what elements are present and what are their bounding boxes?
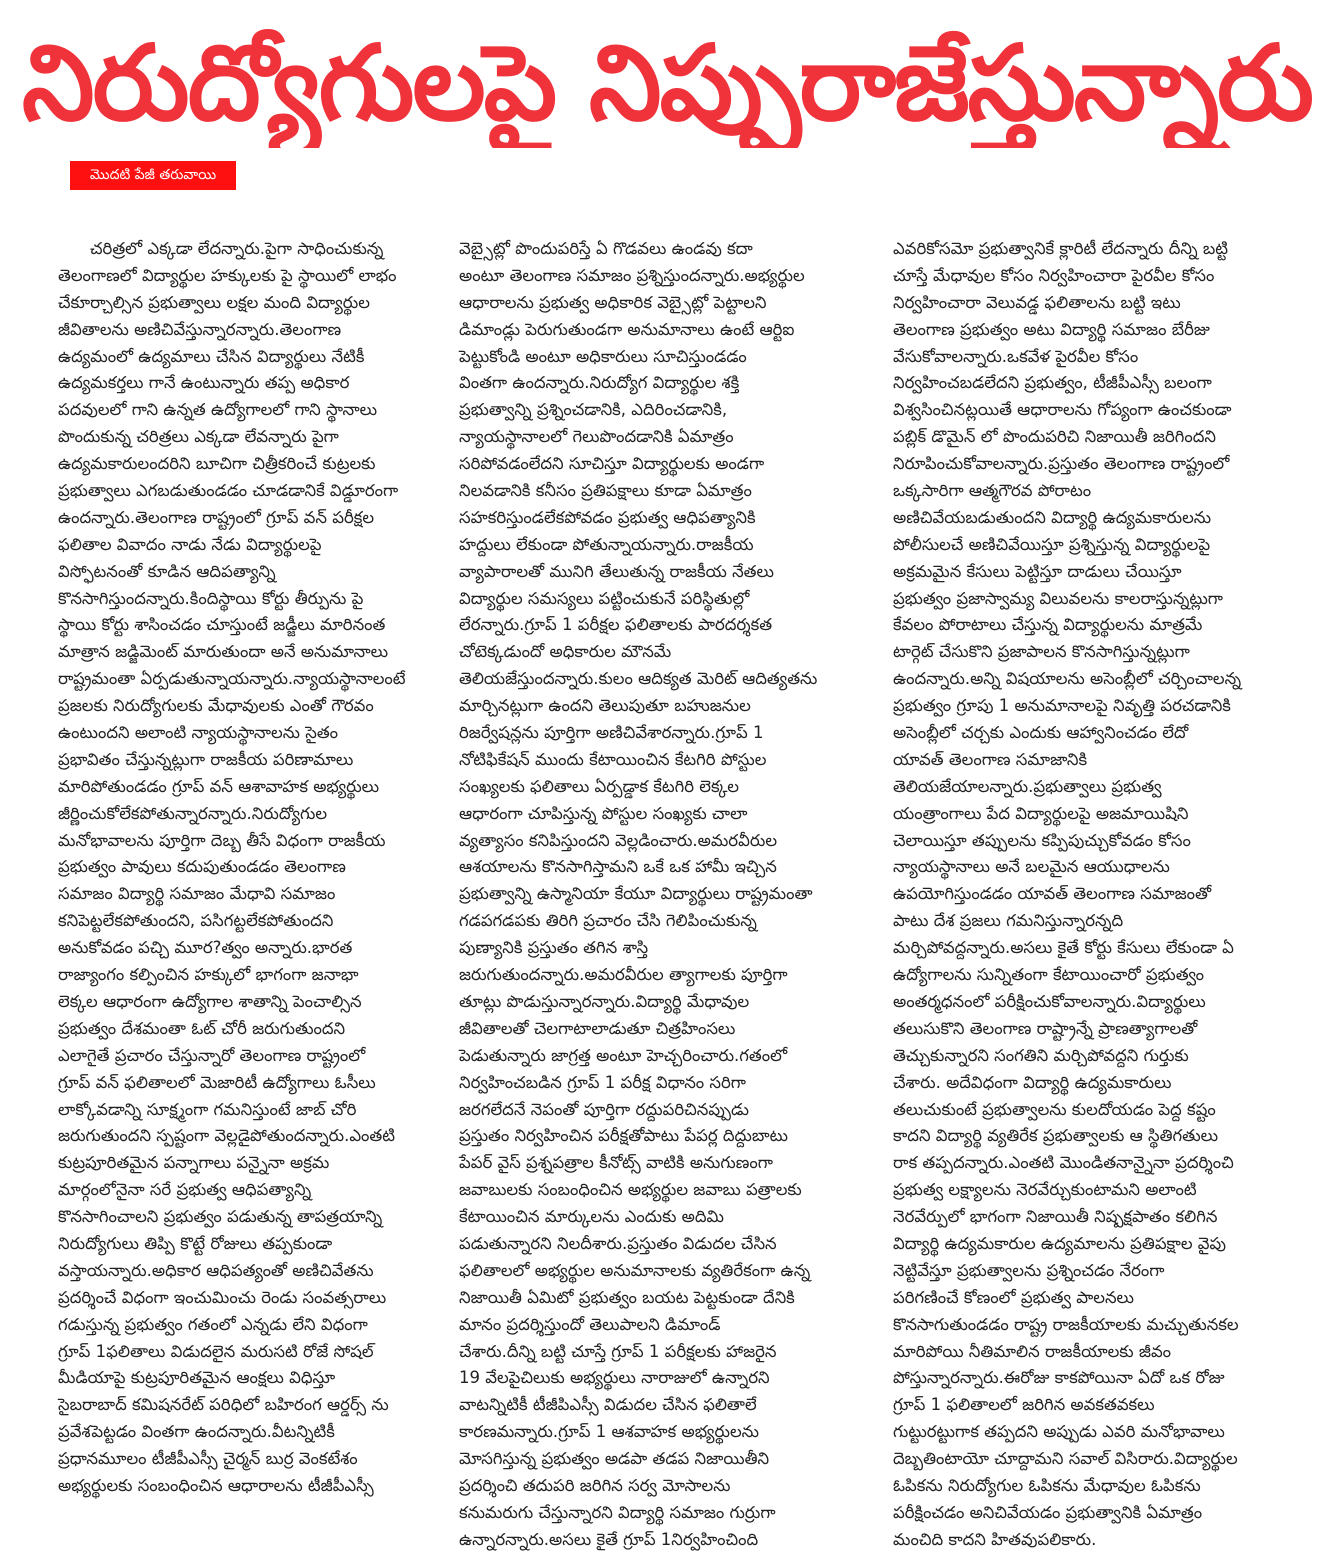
article-text-line: మోసగిస్తున్న ప్రభుత్వం అడపా తడప నిజాయితీని: [459, 1449, 770, 1469]
article-text-line: జీవితాలతో చెలగాటాలాడుతూ చిత్రహింసలు: [459, 1018, 736, 1038]
article-text-line: వ్యాపారాలతో మునిగి తేలుతున్న రాజకీయ నేతలు: [459, 561, 774, 581]
article-text-line: పెట్టుకోండి అంటూ అధికారులు సూచిస్తుండడం: [459, 346, 747, 366]
article-text-line: పరిగణించే కోణంలో ప్రభుత్వ పాలనలు: [893, 1287, 1134, 1307]
article-column-3: [893, 236, 1308, 1554]
article-text-line: పరీక్షించడం అనిచివేయడం ప్రభుత్వానికి ఏమాత్రం: [893, 1502, 1203, 1522]
article-text-line: 19 వేలపైచిలుకు అభ్యర్థులు నారాజులో ఉన్నారని: [459, 1368, 770, 1388]
article-text-line: లెక్కల ఆధారంగా ఉద్యోగాల శాతాన్ని పెంచాల్సిన: [58, 991, 362, 1011]
article-text-line: గుట్టురట్టుగాక తప్పదని అప్పుడు ఎవరి మనోభావాలు: [893, 1422, 1225, 1442]
article-text-line: ఉద్యమకారులందరిని బూచిగా చిత్రీకరించే కుట్రలకు: [58, 454, 376, 474]
article-text-line: పడుతున్నారని నిలదీశారు.ప్రస్తుతం విడుదల చేసిన: [459, 1233, 777, 1253]
article-text-line: జీవితాలను అణిచివేస్తున్నారన్నారు.తెలంగాణ: [58, 319, 342, 339]
article-text-line: వింతగా ఉందన్నారు.నిరుద్యోగ విద్యార్థుల శక్తి: [459, 373, 740, 393]
article-text-line: ప్రధానమూలం టీజీపీఎస్సీ చైర్మన్ బుర్ర వెంకటేశం: [58, 1449, 358, 1469]
article-text-line: గడుస్తున్న ప్రభుత్వం గతంలో ఎన్నడు లేని విధంగా: [58, 1314, 368, 1334]
article-text-line: ఎలాగైతే ప్రచారం చేస్తున్నారో తెలంగాణ రాష్ట్రంలో: [58, 1045, 366, 1065]
article-text-line: ఉద్యమంలో ఉద్యమాలు చేసిన విద్యార్థులు నేటికీ: [58, 346, 365, 366]
article-column-2: [459, 236, 869, 1554]
article-text-line: గడపగడపకు తిరిగి ప్రచారం చేసి గెలిపించుకున్న: [459, 911, 757, 931]
article-text-line: మానం ప్రదర్శిస్తుందో తెలుపాలని డిమాండ్: [459, 1314, 721, 1334]
article-text-line: అంటూ తెలంగాణ సమాజం ప్రశ్నిస్తుందన్నారు.అభ్యర్థుల: [459, 265, 805, 285]
article-text-line: పొందుకున్న చరిత్రలు ఎక్కడా లేవన్నారు పైగా: [58, 427, 339, 447]
article-text-line: న్యాయస్థానాలు అనే బలమైన ఆయుధాలను: [893, 857, 1170, 877]
article-text-line: నిర్వహించారా వెలువడ్డ ఫలితాలను బట్టి ఇటు: [893, 292, 1181, 312]
article-text-line: ప్రవేశపెట్టడం వింతగా ఉందన్నారు.వీటన్నిటికీ: [58, 1422, 335, 1442]
article-text-line: మంచిది కాదని హితవుపలికారు.: [893, 1529, 1097, 1549]
article-text-line: విస్ఫోటనంతో కూడిన ఆదిపత్యాన్ని: [58, 561, 276, 581]
article-text-line: ఆశయాలను కొనసాగిస్తామని ఒకే ఒక హామీ ఇచ్చిన: [459, 857, 777, 877]
article-text-line: జవాబులకు సంబంధించిన అభ్యర్థుల జవాబు పత్రాలకు: [459, 1180, 802, 1200]
article-text-line: పోస్తున్నారన్నారు.ఈరోజు కాకపోయినా ఏదో ఒక రోజు: [893, 1368, 1225, 1388]
article-text-line: పదవులలో గాని ఉన్నత ఉద్యోగాలలో గాని స్థానాలు: [58, 400, 378, 420]
article-text-line: నెట్టివేస్తూ ప్రభుత్వాలను ప్రశ్నించడం నేరంగా: [893, 1260, 1165, 1280]
article-text-line: ప్రభుత్వాన్ని ప్రశ్నించడానికి, ఎదిరించడానికి,: [459, 400, 728, 420]
article-text-line: కనుమరుగు చేస్తున్నారని విద్యార్థి సమాజం గుర్రుగా: [459, 1502, 776, 1522]
article-text-line: కొనసాగుతుండడం రాష్ట్ర రాజకీయాలకు మచ్చుతునకల: [893, 1314, 1239, 1334]
article-text-line: టార్గెట్ చేసుకొని ప్రజాపాలన కొనసాగిస్తున్నట్లుగా: [893, 642, 1190, 662]
article-text-line: జరుగుతుందన్నారు.అమరవీరుల త్యాగాలకు పూర్తిగా: [459, 965, 788, 985]
article-text-line: రాక తప్పదన్నారు.ఎంతటి మొండితనాన్నైనా ప్రదర్శించి: [893, 1153, 1234, 1173]
article-text-line: నిజాయితీ ఏమిటో ప్రభుత్వం బయట పెట్టకుండా దేనికి: [459, 1287, 795, 1307]
article-text-line: ఉద్యమకర్తలు గానే ఉంటున్నారు తప్ప అధికార: [58, 373, 350, 393]
article-text-line: ప్రభుత్వం దేశమంతా ఓట్ చోరీ జరుగుతుందని: [58, 1018, 346, 1038]
article-text-line: వేసుకోవాలన్నారు.ఒకవేళ పైరవీల కోసం: [893, 346, 1139, 366]
article-text-line: ఉపయోగిస్తుండడం యావత్ తెలంగాణ సమాజంతో: [893, 884, 1212, 904]
article-text-line: పబ్లిక్ డొమైన్ లో పొందుపరిచి నిజాయితీ జరిగిందని: [893, 427, 1216, 447]
article-text-line: వ్యత్యాసం కనిపిస్తుందని వెల్లడించారు.అమరవీరుల: [459, 830, 778, 850]
article-text-line: విద్యార్థుల సమస్యలు పట్టించుకునే పరిస్థితుల్లో: [459, 588, 750, 608]
article-text-line: యంత్రాంగాలు పేద విద్యార్థులపై అజమాయిషిని: [893, 803, 1189, 823]
article-text-line: ఒక్కసారిగా ఆత్మగౌరవ పోరాటం: [893, 481, 1092, 501]
article-text-line: తెలంగాణలో విద్యార్థుల హక్కులకు పై స్థాయిలో లాభం: [58, 265, 397, 285]
article-text-line: పేపర్ వైస్ ప్రశ్నపత్రాల కీనోట్స్ వాటికి అనుగుణంగా: [459, 1153, 773, 1173]
article-text-line: హద్దులు లేకుండా పోతున్నాయన్నారు.రాజకీయ: [459, 534, 754, 554]
article-text-line: చేకూర్చాల్సిన ప్రభుత్వాలు లక్షల మంది విద్యార్థుల: [58, 292, 370, 312]
article-text-line: నిలవడానికి కనీసం ప్రతిపక్షాలు కూడా ఏమాత్రం: [459, 481, 752, 501]
article-text-line: ఆధారంగా చూపిస్తున్న పోస్టుల సంఖ్యకు చాలా: [459, 803, 748, 823]
article-text-line: గ్రూప్ 1ఫలితాలు విడుదలైన మరుసటి రోజే సోషల్: [58, 1341, 374, 1361]
article-text-line: తలుచుకుంటే ప్రభుత్వాలను కులదోయడం పెద్ద కష్టం: [893, 1099, 1216, 1119]
article-text-line: కారణమన్నారు.గ్రూప్ 1 ఆశవాహక అభ్యర్థులను: [459, 1422, 759, 1442]
article-text-line: తెలంగాణ ప్రభుత్వం అటు విద్యార్థి సమాజం బేరీజు: [893, 319, 1210, 339]
article-text-line: ఉంటుందని అలాంటి న్యాయస్థానాలను సైతం: [58, 723, 339, 743]
article-text-line: వస్తాయన్నారు.అధికార ఆధిపత్యంతో అణిచివేతను: [58, 1260, 374, 1280]
article-text-line: కుట్రపూరితమైన పన్నాగాలు పన్నైనా అక్రమ: [58, 1153, 330, 1173]
article-text-line: పోలీసులచే అణిచివేయిస్తూ ప్రశ్నిస్తున్న విద్యార్థులపై: [893, 534, 1211, 554]
article-text-line: సహకరిస్తుండలేకపోవడం ప్రభుత్వ ఆధిపత్యానికి: [459, 507, 756, 527]
article-text-line: దెబ్బతింటాయో చూద్దామని సవాల్ విసిరారు.విద్యార్థుల: [893, 1449, 1238, 1469]
article-text-line: కనిపెట్టలేకపోతుందని, పసిగట్టలేకపోతుందని: [58, 911, 334, 931]
article-text-line: జరగలేదనే నెపంతో పూర్తిగా రద్దుపరిచినప్పుడు: [459, 1099, 749, 1119]
article-text-line: తెలియజేయాలన్నారు.ప్రభుత్వాలు ప్రభుత్వ: [893, 776, 1162, 796]
article-text-line: ప్రదర్శించి తదుపరి జరిగిన సర్వ మోసాలను: [459, 1475, 731, 1495]
article-text-line: మీడియాపై కుట్రపూరితమైన ఆంక్షలు విధిస్తూ: [58, 1368, 336, 1388]
article-text-line: మారిపోతుండడం గ్రూప్ వన్ ఆశావాహక అభ్యర్థులు: [58, 776, 380, 796]
article-text-line: ఓపికను నిరుద్యోగుల ఓపికను మేధావుల ఓపికను: [893, 1475, 1201, 1495]
article-text-line: డిమాండ్లు పెరుగుతుండగా అనుమానాలు ఉంటే ఆర్టిఐ: [459, 319, 795, 339]
article-text-line: కేవలం పోరాటాలు చేస్తున్న విద్యార్థులను మాత్రమే: [893, 615, 1203, 635]
article-text-line: అక్రమమైన కేసులు పెట్టిస్తూ దాడులు చేయిస్తూ: [893, 561, 1182, 581]
article-text-line: ప్రస్తుతం నిర్వహించిన పరీక్షతోపాటు పేపర్ల దిద్దుబాటు: [459, 1126, 789, 1146]
article-text-line: మార్చినట్లుగా ఉందని తెలుపుతూ బహుజనుల: [459, 696, 751, 716]
article-column-1: [58, 236, 438, 1500]
article-text-line: పెడుతున్నారు జాగ్రత్త అంటూ హెచ్చరించారు.గతంలో: [459, 1045, 788, 1065]
article-text-line: ప్రదర్శించే విధంగా ఇంచుమించు రెండు సంవత్సరాలు: [58, 1287, 387, 1307]
article-text-line: ప్రభుత్వం ప్రజాస్వామ్య విలువలను కాలరాస్తున్నట్లుగా: [893, 588, 1223, 608]
article-text-line: మార్గంలోనైనా సరే ప్రభుత్వ ఆధిపత్యాన్ని: [58, 1180, 312, 1200]
article-text-line: ఫలితాలలో అభ్యర్థుల అనుమానాలకు వ్యతిరేకంగా ఉన్న: [459, 1260, 811, 1280]
article-text-line: చేశారు.దీన్ని బట్టి చూస్తే గ్రూప్ 1 పరీక్షలకు హాజరైన: [459, 1341, 777, 1361]
article-text-line: తెలియజేస్తుందన్నారు.కులం ఆదిక్యత మెరిట్ ఆదిత్యతను: [459, 669, 818, 689]
article-text-line: జీర్ణించుకోలేకపోతున్నారన్నారు.నిరుద్యోగుల: [58, 803, 328, 823]
article-text-line: మనోభావాలను పూర్తిగా దెబ్బ తీసే విధంగా రాజకీయ: [58, 830, 386, 850]
article-text-line: లేరన్నారు.గ్రూప్ 1 పరీక్షల ఫలితాలకు పారదర్శకత: [459, 615, 773, 635]
article-text-line: నిర్వహించబడలేదని ప్రభుత్వం, టీజీపీఎస్సీ బలంగా: [893, 373, 1212, 393]
article-text-line: మర్చిపోవద్దన్నారు.అసలు కైతే కోర్టు కేసులు లేకుండా ఏ: [893, 938, 1234, 958]
article-text-line: రిజర్వేషన్లను పూర్తిగా అణిచివేశారన్నారు.గ్రూప్ 1: [459, 723, 764, 743]
article-text-line: ఉందన్నారు.అన్ని విషయాలను అసెంబ్లీలో చర్చించాలన్న: [893, 669, 1242, 689]
article-text-line: గ్రూప్ వన్ ఫలితాలలో మెజారిటీ ఉద్యోగాలు ఓసీలు: [58, 1072, 376, 1092]
article-text-line: ఉద్యోగాలను సున్నితంగా కేటాయించారో ప్రభుత్వం: [893, 965, 1205, 985]
article-text-line: వాటన్నిటికీ టీజీపిఎస్సీ విడుదల చేసిన ఫలితాలే: [459, 1395, 757, 1415]
article-text-line: సైబరాబాద్ కమిషనరేట్ పరిధిలో బహిరంగ ఆర్డర్స్ ను: [58, 1395, 389, 1415]
article-text-line: అభ్యర్థులకు సంబంధించిన ఆధారాలను టీజీపీఎస్సీ: [58, 1475, 374, 1495]
article-text-line: తూట్లు పొడుస్తున్నారన్నారు.విద్యార్థి మేధావుల: [459, 991, 750, 1011]
article-text-line: చూస్తే మేధావుల కోసం నిర్వహించారా పైరవీల కోసం: [893, 265, 1215, 285]
article-text-line: వెబ్సైట్లో పొందుపరిస్తే ఏ గొడవలు ఉండవు కదా: [459, 239, 753, 258]
article-text-line: విద్యార్థి ఉద్యమకారుల ఉద్యమాలను ప్రతిపక్షాల వైపు: [893, 1233, 1226, 1253]
article-text-line: నిరుద్యోగులు తిప్పి కొట్టే రోజులు తప్పకుండా: [58, 1233, 333, 1253]
article-text-line: గ్రూప్ 1 ఫలితాలలో జరిగిన అవకతవకలు: [893, 1395, 1155, 1415]
article-text-line: చేశారు. అదేవిధంగా విద్యార్థి ఉద్యమకారులు: [893, 1072, 1172, 1092]
article-text-line: అంతర్మధనంలో పరీక్షించుకోవాలన్నారు.విద్యార్థులు: [893, 991, 1206, 1011]
article-text-line: కొనసాగించాలని ప్రభుత్వం పడుతున్న తాపత్రయాన్ని: [58, 1207, 383, 1227]
article-text-line: కొనసాగిస్తుందన్నారు.కిందిస్థాయి కోర్టు తీర్పును పై: [58, 588, 364, 608]
article-text-line: పాటు దేశ ప్రజలు గమనిస్తున్నారన్నది: [893, 911, 1124, 931]
article-text-line: లాక్కోవడాన్ని సూక్ష్మంగా గమనిస్తుంటే జాబ్ చోరి: [58, 1099, 357, 1119]
article-text-line: విశ్వసించినట్లయితే ఆధారాలను గోప్యంగా ఉంచకుండా: [893, 400, 1232, 420]
article-text-line: ప్రభావితం చేస్తున్నట్లుగా రాజకీయ పరిణామాలు: [58, 749, 354, 769]
article-text-line: అసెంబ్లీలో చర్చకు ఎందుకు ఆహ్వానించడం లేదో: [893, 723, 1189, 743]
article-text-line: నిర్వహించబడిన గ్రూప్ 1 పరీక్ష విధానం సరిగా: [459, 1072, 746, 1092]
article-text-line: ఎవరికోసమో ప్రభుత్వానికే క్లారిటీ లేదన్నారు దీన్ని బట్టి: [893, 239, 1228, 258]
article-text-line: యావత్ తెలంగాణ సమాజానికి: [893, 749, 1088, 769]
article-text-line: మారిపోయి నీతిమాలిన రాజకీయాలకు జీవం: [893, 1341, 1172, 1361]
article-text-line: నోటిఫికేషన్ ముందు కేటాయించిన కేటగిరి పోస్టుల: [459, 749, 767, 769]
article-text-line: స్థాయి కోర్టు శాసించడం చూస్తుంటే జడ్జీలు మారినంత: [58, 615, 386, 635]
article-text-line: కాదని విద్యార్థి వ్యతిరేక ప్రభుత్వాలకు ఆ స్థితిగతులు: [893, 1126, 1219, 1146]
article-text-line: ప్రభుత్వం గ్రూపు 1 అనుమానాలపై నివృత్తి పరచడానికి: [893, 696, 1231, 716]
article-text-line: నిరూపించుకోవాలన్నారు.ప్రస్తుతం తెలంగాణ రాష్ట్రంలో: [893, 454, 1230, 474]
article-text-line: చోటెక్కడుందో అధికారుల మౌనమే: [459, 642, 672, 662]
article-text-line: న్యాయస్థానాలలో గెలుపొందడానికి ఏమాత్రం: [459, 427, 734, 447]
article-text-line: రాజ్యాంగం కల్పించిన హక్కులో భాగంగా జనాభా: [58, 965, 359, 985]
article-text-line: అణిచివేయబడుతుందని విద్యార్థి ఉద్యమకారులను: [893, 507, 1212, 527]
article-text-line: ప్రభుత్వం పావులు కదుపుతుండడం తెలంగాణ: [58, 857, 346, 877]
article-text-line: సంఖ్యలకు ఫలితాలు ఏర్పడ్డాక కేటగిరి లెక్కల: [459, 776, 739, 796]
article-text-line: ఫలితాల వివాదం నాడు నేడు విద్యార్థులపై: [58, 534, 322, 554]
article-text-line: పుణ్యానికి ప్రస్తుతం తగిన శాస్తి: [459, 938, 649, 958]
continued-from-front-page-label: మొదటి పేజీ తరువాయి: [70, 161, 236, 190]
article-text-line: ఉన్నారన్నారు.అసలు కైతే గ్రూప్ 1నిర్వహించింది: [459, 1529, 759, 1549]
article-text-line: అనుకోవడం పచ్చి మూర?త్వం అన్నారు.భారత: [58, 938, 353, 958]
article-text-line: సరిపోవడంలేదని సూచిస్తూ విద్యార్థులకు అండగా: [459, 454, 765, 474]
article-text-line: చెలాయిస్తూ తప్పులను కప్పిపుచ్చుకోవడం కోసం: [893, 830, 1191, 850]
article-text-line: ప్రజలకు నిరుద్యోగులకు మేధావులకు ఎంతో గౌరవం: [58, 696, 374, 716]
article-text-line: ఉందన్నారు.తెలంగాణ రాష్ట్రంలో గ్రూప్ వన్ పరీక్షల: [58, 507, 375, 527]
article-text-line: మాత్రాన జడ్జిమెంట్ మారుతుందా అనే అనుమానాలు: [58, 642, 389, 662]
article-text-line: తెచ్చుకున్నారని సంగతిని మర్చిపోవద్దని గుర్తుకు: [893, 1045, 1189, 1065]
article-text-line: కేటాయించిన మార్కులను ఎందుకు అదిమి: [459, 1207, 724, 1227]
article-text-line: జరుగుతుందని స్పష్టంగా వెల్లడైపోతుందన్నారు.ఎంతటి: [58, 1126, 395, 1146]
article-text-line: ప్రభుత్వ లక్ష్యాలను నెరవేర్చుకుంటామని అలాంటి: [893, 1180, 1197, 1200]
headline: నిరుద్యోగులపై నిప్పురాజేస్తున్నారు: [22, 22, 1312, 144]
article-text-line: సమాజం విద్యార్థి సమాజం మేధావి సమాజం: [58, 884, 336, 904]
article-text-line: రాష్ట్రమంతా ఏర్పడుతున్నాయన్నారు.న్యాయస్థానాలంటే: [58, 669, 406, 689]
article-text-line: తలుసుకొని తెలంగాణ రాష్ట్రాన్నే ప్రాణత్యాగాలతో: [893, 1018, 1198, 1038]
article-text-line: చరిత్రలో ఎక్కడా లేదన్నారు.పైగా సాధించుకున్న: [90, 239, 384, 258]
article-text-line: ప్రభుత్వాన్ని ఉస్మానియా కేయూ విద్యార్థులు రాష్ట్రమంతా: [459, 884, 813, 904]
article-text-line: ప్రభుత్వాలు ఎగబడుతుండడం చూడడానికే విడ్డూరంగా: [58, 481, 399, 501]
article-text-line: నెరవేర్పులో భాగంగా నిజాయితీ నిష్పక్షపాతం కలిగిన: [893, 1207, 1218, 1227]
article-text-line: ఆధారాలను ప్రభుత్వ అధికారిక వెబ్సైట్లో పెట్టాలని: [459, 292, 767, 312]
